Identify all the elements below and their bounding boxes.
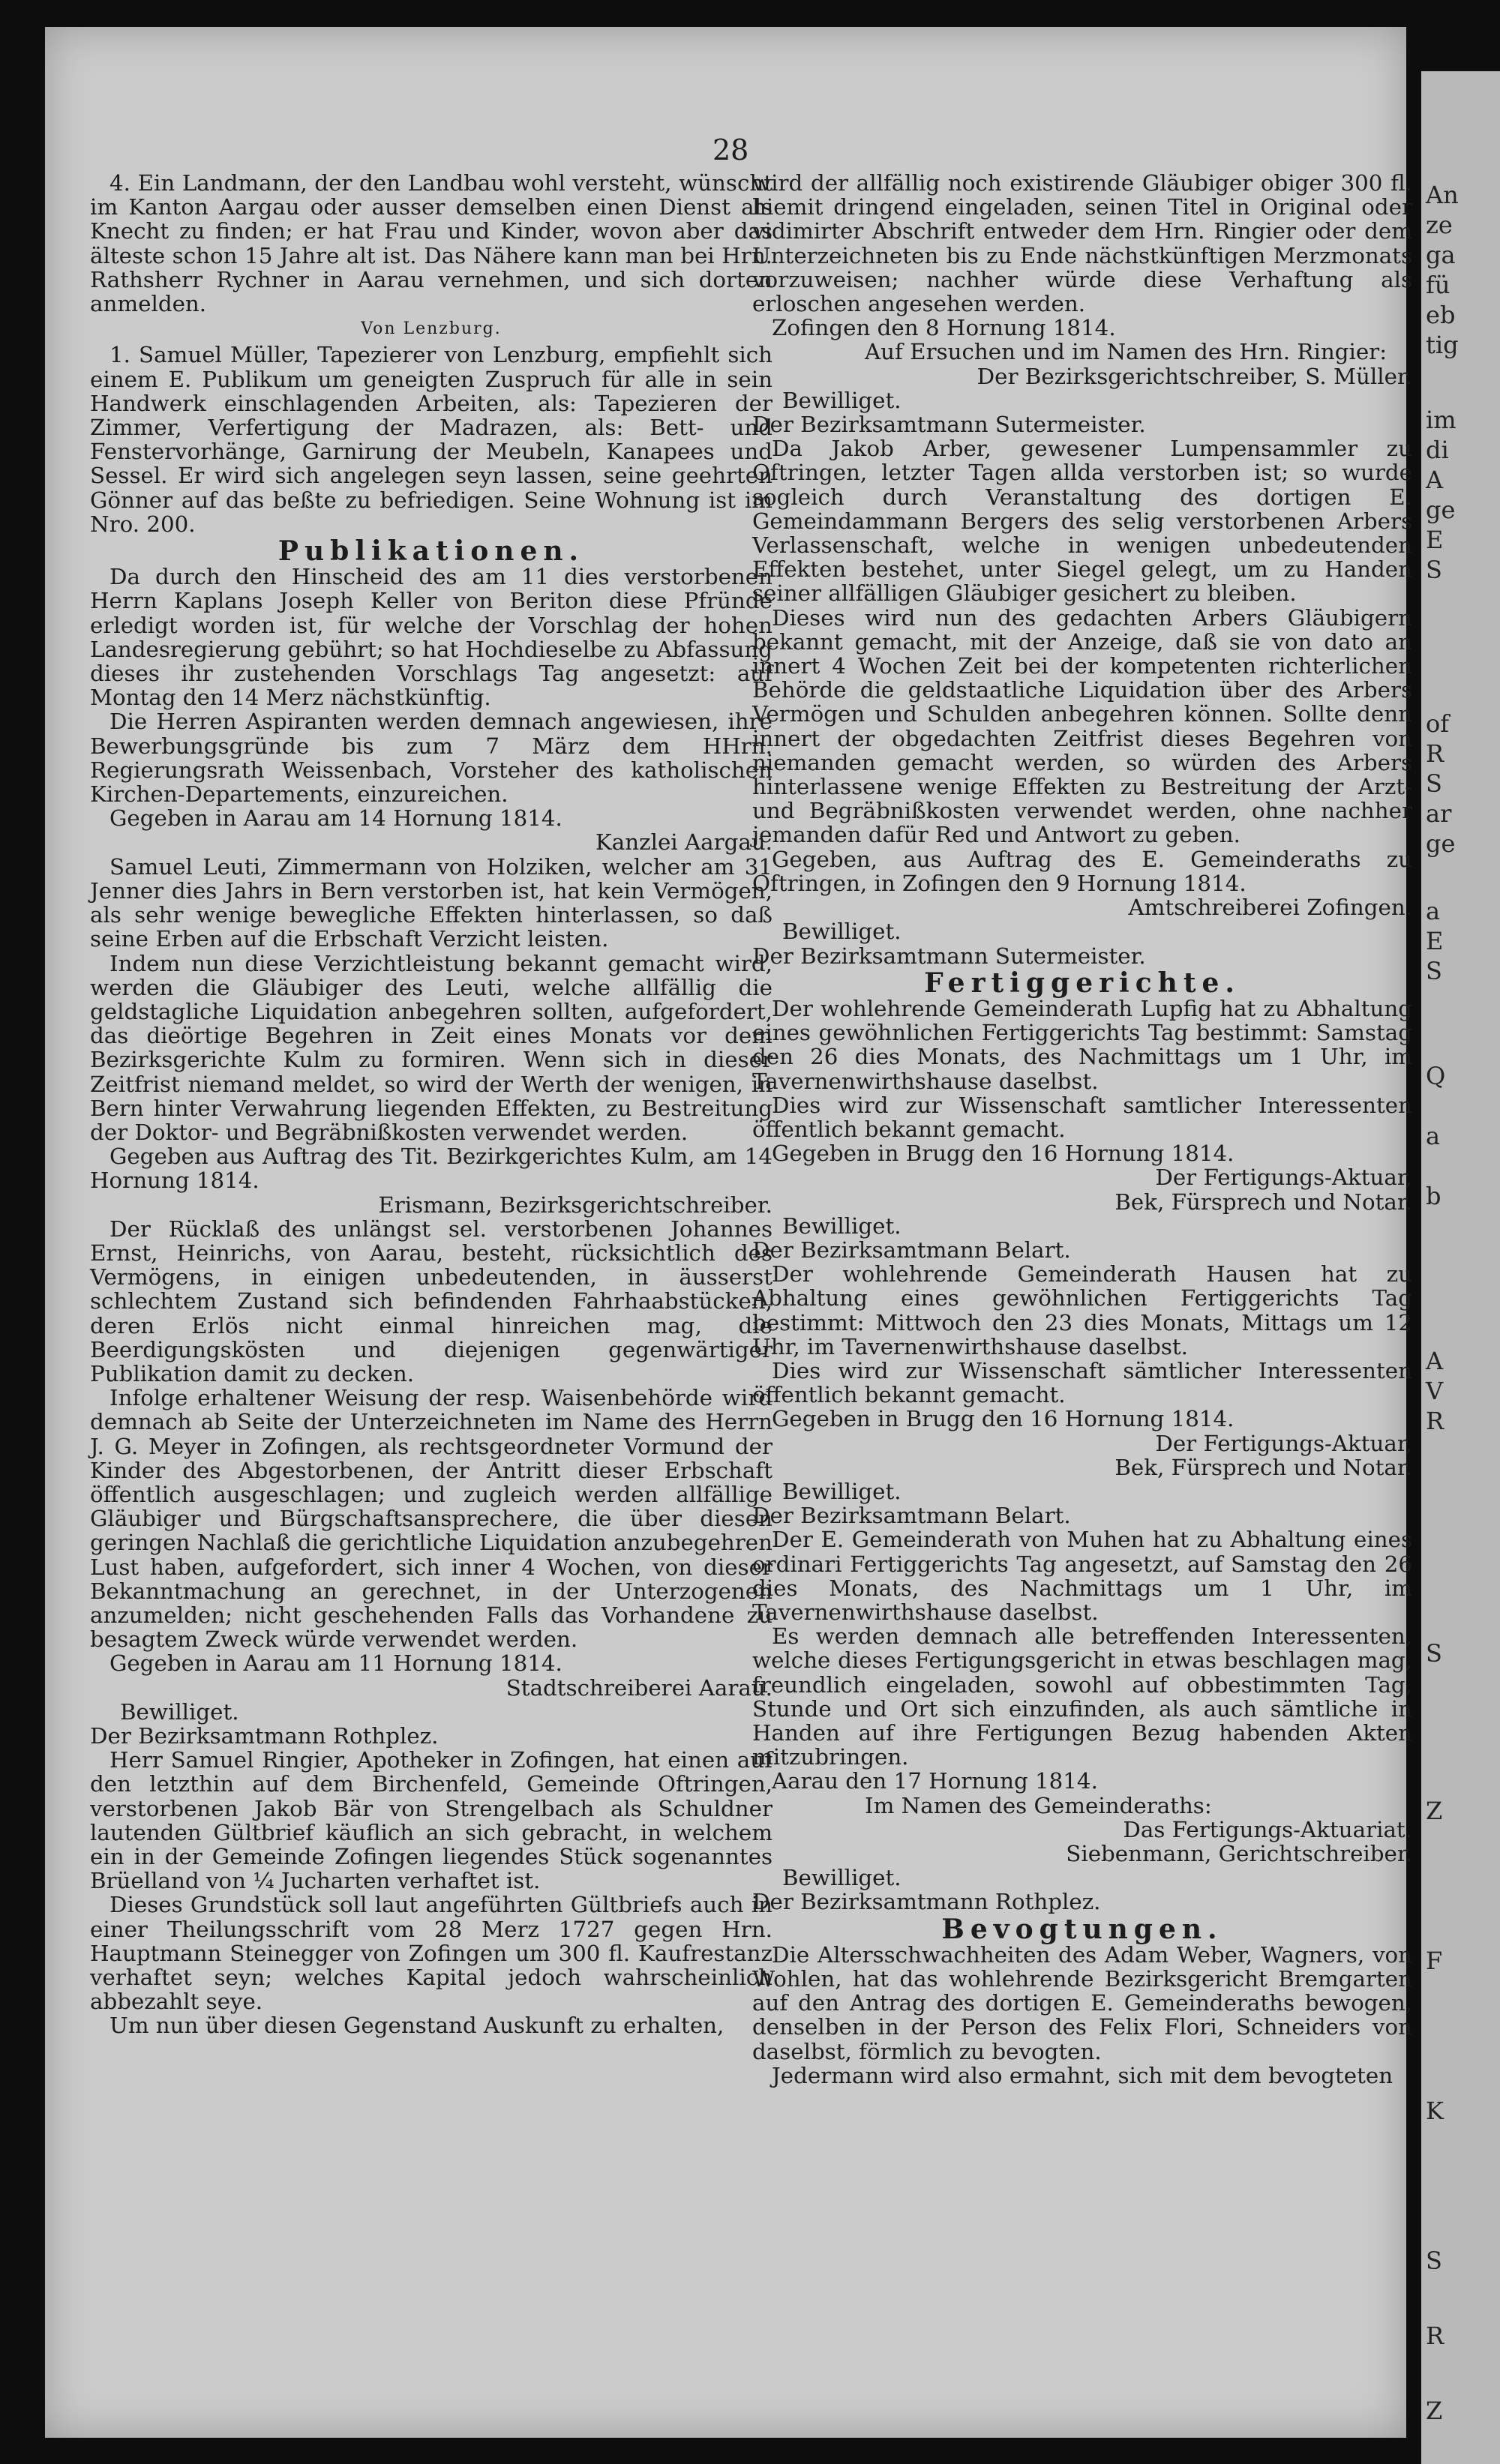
notice-lupfig: Der wohlehrende Gemeinderath Lupfig hat zu Abhaltung eines gewöhnlichen Fertiggerichts Tag bestimmt: Samstag den 26 dies Monats, des Nachmittags um 1 Uhr, im Tavernenwirthshause daselbst. — [752, 995, 1412, 1094]
margin-fragment: a — [1426, 897, 1441, 925]
margin-fragment: S — [1426, 556, 1442, 584]
margin-fragment: E — [1426, 927, 1444, 955]
signature: Im Namen des Gemeinderaths: — [865, 1792, 1212, 1818]
notice-hausen: Der wohlehrende Gemeinderath Hausen hat zu Abhaltung eines gewöhnlichen Fertiggerichts Tag bestimmt: Mittwoch den 23 dies Monats, Mittags um 12 Uhr, im Tavernenwirthshause daselbst. — [752, 1261, 1412, 1359]
notice-muhen: Der E. Gemeinderath von Muhen hat zu Abhaltung eines ordinari Fertiggerichts Tag angesetzt, auf Samstag den 26 dies Monats, des Nachmittags um 1 Uhr, im Tavernenwirthshause daselbst. — [752, 1527, 1412, 1625]
notice-ringier: Herr Samuel Ringier, Apotheker in Zofingen, hat einen auf den letzthin auf dem Birchenfeld, Gemeinde Oftringen, verstorbenen Jakob Bär von Strengelbach als Schuldner lautenden Gültbrief käuflich an sich gebracht, in welchem ein in der Gemeinde Zofingen liegendes Stück sogenanntes Brüelland von ¼ Jucharten verhaftet ist. — [90, 1747, 772, 1894]
margin-fragment: S — [1426, 957, 1442, 985]
page-number: 28 — [712, 133, 749, 166]
margin-fragment: ge — [1426, 496, 1456, 524]
notice-aspiranten: Die Herren Aspiranten werden demnach angewiesen, ihre Bewerbungsgründe bis zum 7 März dem HHrn. Regierungsrath Weissenbach, Vorsteher des katholischen Kirchen-Departements, einzureichen. — [90, 709, 772, 808]
notice-grundstueck: Dieses Grundstück soll laut angeführten Gültbriefs auch in einer Theilungsschrift vom 28 Merz 1727 gegen Hrn. Hauptmann Steinegger von Zofingen um 300 fl. Kaufrestanz verhaftet seyn; welches Kapital jedoch wahrscheinlich abbezahlt seye. — [90, 1892, 772, 2015]
notice-verzicht: Indem nun diese Verzichtleistung bekannt gemacht wird, werden die Gläubiger des Leuti, welche allfällig die geldstagliche Liquidation anbegehren sollten, aufgefordert, das dieörtige Begehren in Zeit eines Monats vor dem Bezirksgerichte Kulm zu formiren. Wenn sich in dieser Zeitfrist niemand meldet, so wird der Werth der wenigen, in Bern hinter Verwahrung liegenden Effekten, zu Bestreitung der Doktor- und Begräbnißkosten verwendet werden. — [90, 950, 772, 1145]
margin-fragment: R — [1426, 2322, 1444, 2350]
margin-fragment: S — [1426, 2247, 1442, 2275]
signature: Der Fertigungs-Aktuar, — [1155, 1430, 1412, 1456]
margin-fragment: A — [1426, 1347, 1444, 1375]
margin-fragment: R — [1426, 739, 1444, 768]
left-column — [90, 171, 772, 2038]
notice-date: Gegeben in Brugg den 16 Hornung 1814. — [772, 1406, 1234, 1432]
right-column — [752, 171, 1412, 2088]
margin-fragment: E — [1426, 526, 1444, 554]
approval-official: Der Bezirksamtmann Sutermeister. — [752, 943, 1146, 969]
margin-fragment: F — [1426, 1947, 1443, 1975]
notice-kaplan: Da durch den Hinscheid des am 11 dies verstorbenen Herrn Kaplans Joseph Keller von Beriton diese Pfründe erledigt worden ist, für welche der Vorschlag der hohen Landesregierung gebührt; so hat Hochdieselbe zu Abfassung dieses ihr zustehenden Vorschlags Tag angesetzt: auf Montag den 14 Merz nächstkünftig. — [90, 564, 772, 711]
approval: Bewilliget. — [120, 1698, 239, 1725]
section-heading-publikationen: Publikationen. — [278, 535, 585, 568]
notice-landmann: 4. Ein Landmann, der den Landbau wohl versteht, wünscht im Kanton Aargau oder ausser demselben einen Dienst als Knecht zu finden; er hat Frau und Kinder, wovon aber das älteste schon 15 Jahre alt ist. Das Nähere kann man bei Hrn. Rathsherr Rychner in Aarau vernehmen, und sich dorten anmelden. — [90, 170, 772, 317]
margin-fragment: Q — [1426, 1062, 1446, 1090]
approval-official: Der Bezirksamtmann Rothplez. — [90, 1723, 439, 1749]
signature: Der Fertigungs-Aktuar, — [1155, 1165, 1412, 1191]
approval-official: Der Bezirksamtmann Belart. — [752, 1236, 1071, 1263]
signature: Das Fertigungs-Aktuariat. — [1123, 1816, 1412, 1842]
margin-fragment: S — [1426, 1639, 1442, 1668]
margin-fragment: An — [1426, 181, 1459, 209]
notice-weber: Die Altersschwachheiten des Adam Weber, Wagners, von Wohlen, hat das wohlehrende Bezirksgericht Bremgarten auf den Antrag des dortigen E. Gemeinderaths bewogen, denselben in der Person des Felix Flori, Schneiders von daselbst, förmlich zu bevogten. — [752, 1941, 1412, 2064]
notice-date: Gegeben in Aarau am 11 Hornung 1814. — [110, 1650, 562, 1677]
margin-fragment: a — [1426, 1122, 1441, 1150]
approval: Bewilliget. — [782, 1478, 902, 1504]
notice-date: Gegeben in Brugg den 16 Hornung 1814. — [772, 1141, 1234, 1167]
signature: Bek, Fürsprech und Notar. — [1114, 1189, 1412, 1215]
notice-arber: Da Jakob Arber, gewesener Lumpensammler zu Oftringen, letzter Tagen allda verstorben ist; so wurde sogleich durch Veranstaltung des dortigen E. Gemeindammann Bergers des selig verstorbenen Arbers Verlassenschaft, welche in wenigen unbedeutenden Effekten bestehet, unter Siegel gelegt, um zu Handen seiner allfälligen Gläubiger gesichert zu bleiben. — [752, 436, 1412, 607]
margin-fragment: b — [1426, 1182, 1442, 1210]
approval-official: Der Bezirksamtmann Sutermeister. — [752, 412, 1146, 438]
signature: Stadtschreiberei Aarau. — [506, 1674, 772, 1701]
approval-official: Der Bezirksamtmann Belart. — [752, 1503, 1071, 1529]
signature: Kanzlei Aargau. — [595, 829, 772, 856]
margin-fragment: ga — [1426, 241, 1456, 269]
approval-official: Der Bezirksamtmann Rothplez. — [752, 1889, 1101, 1915]
notice-arber-glaeubiger: Dieses wird nun des gedachten Arbers Gläubigern bekannt gemacht, mit der Anzeige, daß sie von dato an innert 4 Wochen Zeit bei der kompetenten richterlichen Behörde die geldstaatliche Liquidation über des Arbers Vermögen und Schulden anbegehren können. Sollte denn innert der obgedachten Zeitfrist dieses Begehren von niemanden gemacht werden, so würden des Arbers hinterlassene wenige Effekten zu Bestreitung der Arzt- und Begräbnißkosten verwendet werden, ohne nachher jemanden dafür Red und Antwort zu geben. — [752, 604, 1412, 848]
notice-ruecklass: Der Rücklaß des unlängst sel. verstorbenen Johannes Ernst, Heinrichs, von Aarau, besteht, rücksichtlich des Vermögens, in einigen unbedeutenden, in äusserst schlechtem Zustand sich befindenden Fahrhaabstücken, deren Erlös nicht einmal hinreichen mag, die Beerdigungskösten und diejenigen gegenwärtiger Publikation damit zu decken. — [90, 1216, 772, 1386]
signature: Bek, Fürsprech und Notar. — [1114, 1454, 1412, 1480]
notice-leuti: Samuel Leuti, Zimmermann von Holziken, welcher am 31 Jenner dies Jahrs in Bern verstorben ist, hat kein Vermögen, als sehr wenige bewegliche Effekten hinterlassen, so daß seine Erben auf die Erbschaft Verzicht leisten. — [90, 853, 772, 952]
notice-date: Gegeben in Aarau am 14 Hornung 1814. — [110, 805, 562, 832]
notice-interessenten: Es werden demnach alle betreffenden Interessenten, welche dieses Fertigungsgericht in etwas beschlagen mag, freundlich eingeladen, sowohl auf obbestimmten Tag, Stunde und Ort sich einzufinden, als auch sämtliche in Handen auf ihre Fertigungen Bezug habenden Akten mitzubringen. — [752, 1623, 1412, 1770]
margin-fragment: ze — [1426, 211, 1453, 239]
section-heading-fertiggerichte: Fertiggerichte. — [924, 967, 1240, 999]
signature: Erismann, Bezirksgerichtschreiber. — [378, 1192, 772, 1218]
margin-fragment: di — [1426, 436, 1449, 464]
margin-fragment: eb — [1426, 301, 1456, 329]
notice-ermahnt: Jedermann wird also ermahnt, sich mit dem bevogteten — [772, 2062, 1394, 2088]
margin-fragment: ge — [1426, 829, 1456, 858]
notice-wissenschaft: Dies wird zur Wissenschaft sämtlicher Interessenten öffentlich bekannt gemacht. — [752, 1357, 1412, 1408]
approval: Bewilliget. — [782, 387, 902, 413]
notice-date: Zofingen den 8 Hornung 1814. — [772, 315, 1116, 341]
notice-date: Aarau den 17 Hornung 1814. — [772, 1768, 1098, 1794]
section-subheading: Von Lenzburg. — [361, 319, 502, 339]
notice-date: Gegeben aus Auftrag des Tit. Bezirkgerichtes Kulm, am 14 Hornung 1814. — [90, 1144, 772, 1194]
margin-fragment: S — [1426, 769, 1442, 798]
margin-fragment: R — [1426, 1407, 1444, 1435]
notice-tapezierer: 1. Samuel Müller, Tapezierer von Lenzburg, empfiehlt sich einem E. Publikum um geneigten Zuspruch für alle in sein Handwerk einschlagenden Arbeiten, als: Tapezieren der Zimmer, Verfertigung der Madrazen, als: Bett- und Fenstervorhänge, Garnirung der Meubeln, Kanapees und Sessel. Er wird sich angelegen seyn lassen, seine geehrten Gönner auf das beßte zu befriedigen. Seine Wohnung ist im Nro. 200. — [90, 342, 772, 537]
margin-fragment: K — [1426, 2097, 1444, 2125]
margin-fragment: of — [1426, 709, 1450, 738]
margin-fragment: V — [1426, 1377, 1444, 1405]
margin-fragment: tig — [1426, 331, 1459, 359]
margin-fragment: A — [1426, 466, 1444, 494]
notice-continuation: wird der allfällig noch existirende Gläubiger obiger 300 fl. hiemit dringend eingeladen, seinen Titel in Original oder vidimirter Abschrift entweder dem Hrn. Ringier oder dem Unterzeichneten bis zu Ende nächstkünftigen Merzmonats vorzuweisen; nachher würde diese Verhaftung als erloschen angesehen werden. — [752, 170, 1412, 317]
notice-date: Gegeben, aus Auftrag des E. Gemeinderaths zu Oftringen, in Zofingen den 9 Hornung 1814. — [752, 846, 1412, 896]
notice-auskunft: Um nun über diesen Gegenstand Auskunft zu erhalten, — [110, 2013, 724, 2039]
approval: Bewilliget. — [782, 1213, 902, 1239]
margin-fragment: ar — [1426, 799, 1452, 828]
margin-fragment: Z — [1426, 2397, 1443, 2425]
approval: Bewilliget. — [782, 1865, 902, 1891]
notice-wissenschaft: Dies wird zur Wissenschaft samtlicher Interessenten öffentlich bekannt gemacht. — [752, 1092, 1412, 1142]
signature: Amtschreiberei Zofingen. — [1128, 895, 1412, 921]
section-heading-bevogtungen: Bevogtungen. — [941, 1913, 1223, 1945]
approval: Bewilliget. — [782, 919, 902, 945]
signature: Der Bezirksgerichtschreiber, S. Müller. — [976, 363, 1412, 389]
signature: Auf Ersuchen und im Namen des Hrn. Ringier: — [865, 339, 1388, 365]
adjacent-page-strip — [1421, 71, 1500, 2464]
notice-infolge: Infolge erhaltener Weisung der resp. Waisenbehörde wird demnach ab Seite der Unterzeichneten im Name des Herrn J. G. Meyer in Zofingen, als rechtsgeordneter Vormund der Kinder des Abgestorbenen, der Antritt dieser Erbschaft öffentlich ausgeschlagen; und zugleich werden allfällige Gläubiger und Bürgschaftsansprechere, die über diesen geringen Nachlaß die gerichtliche Liquidation anzubegehren Lust haben, aufgefordert, sich inner 4 Wochen, von dieser Bekanntmachung an gerechnet, in der Unterzogenen anzumelden; nicht geschehenden Falls das Vorhandene zu besagtem Zweck würde verwendet werden. — [90, 1385, 772, 1653]
margin-fragment: Z — [1426, 1797, 1443, 1825]
margin-fragment: fü — [1426, 271, 1450, 299]
signature: Siebenmann, Gerichtschreiber. — [1066, 1841, 1412, 1867]
margin-fragment: im — [1426, 406, 1456, 434]
